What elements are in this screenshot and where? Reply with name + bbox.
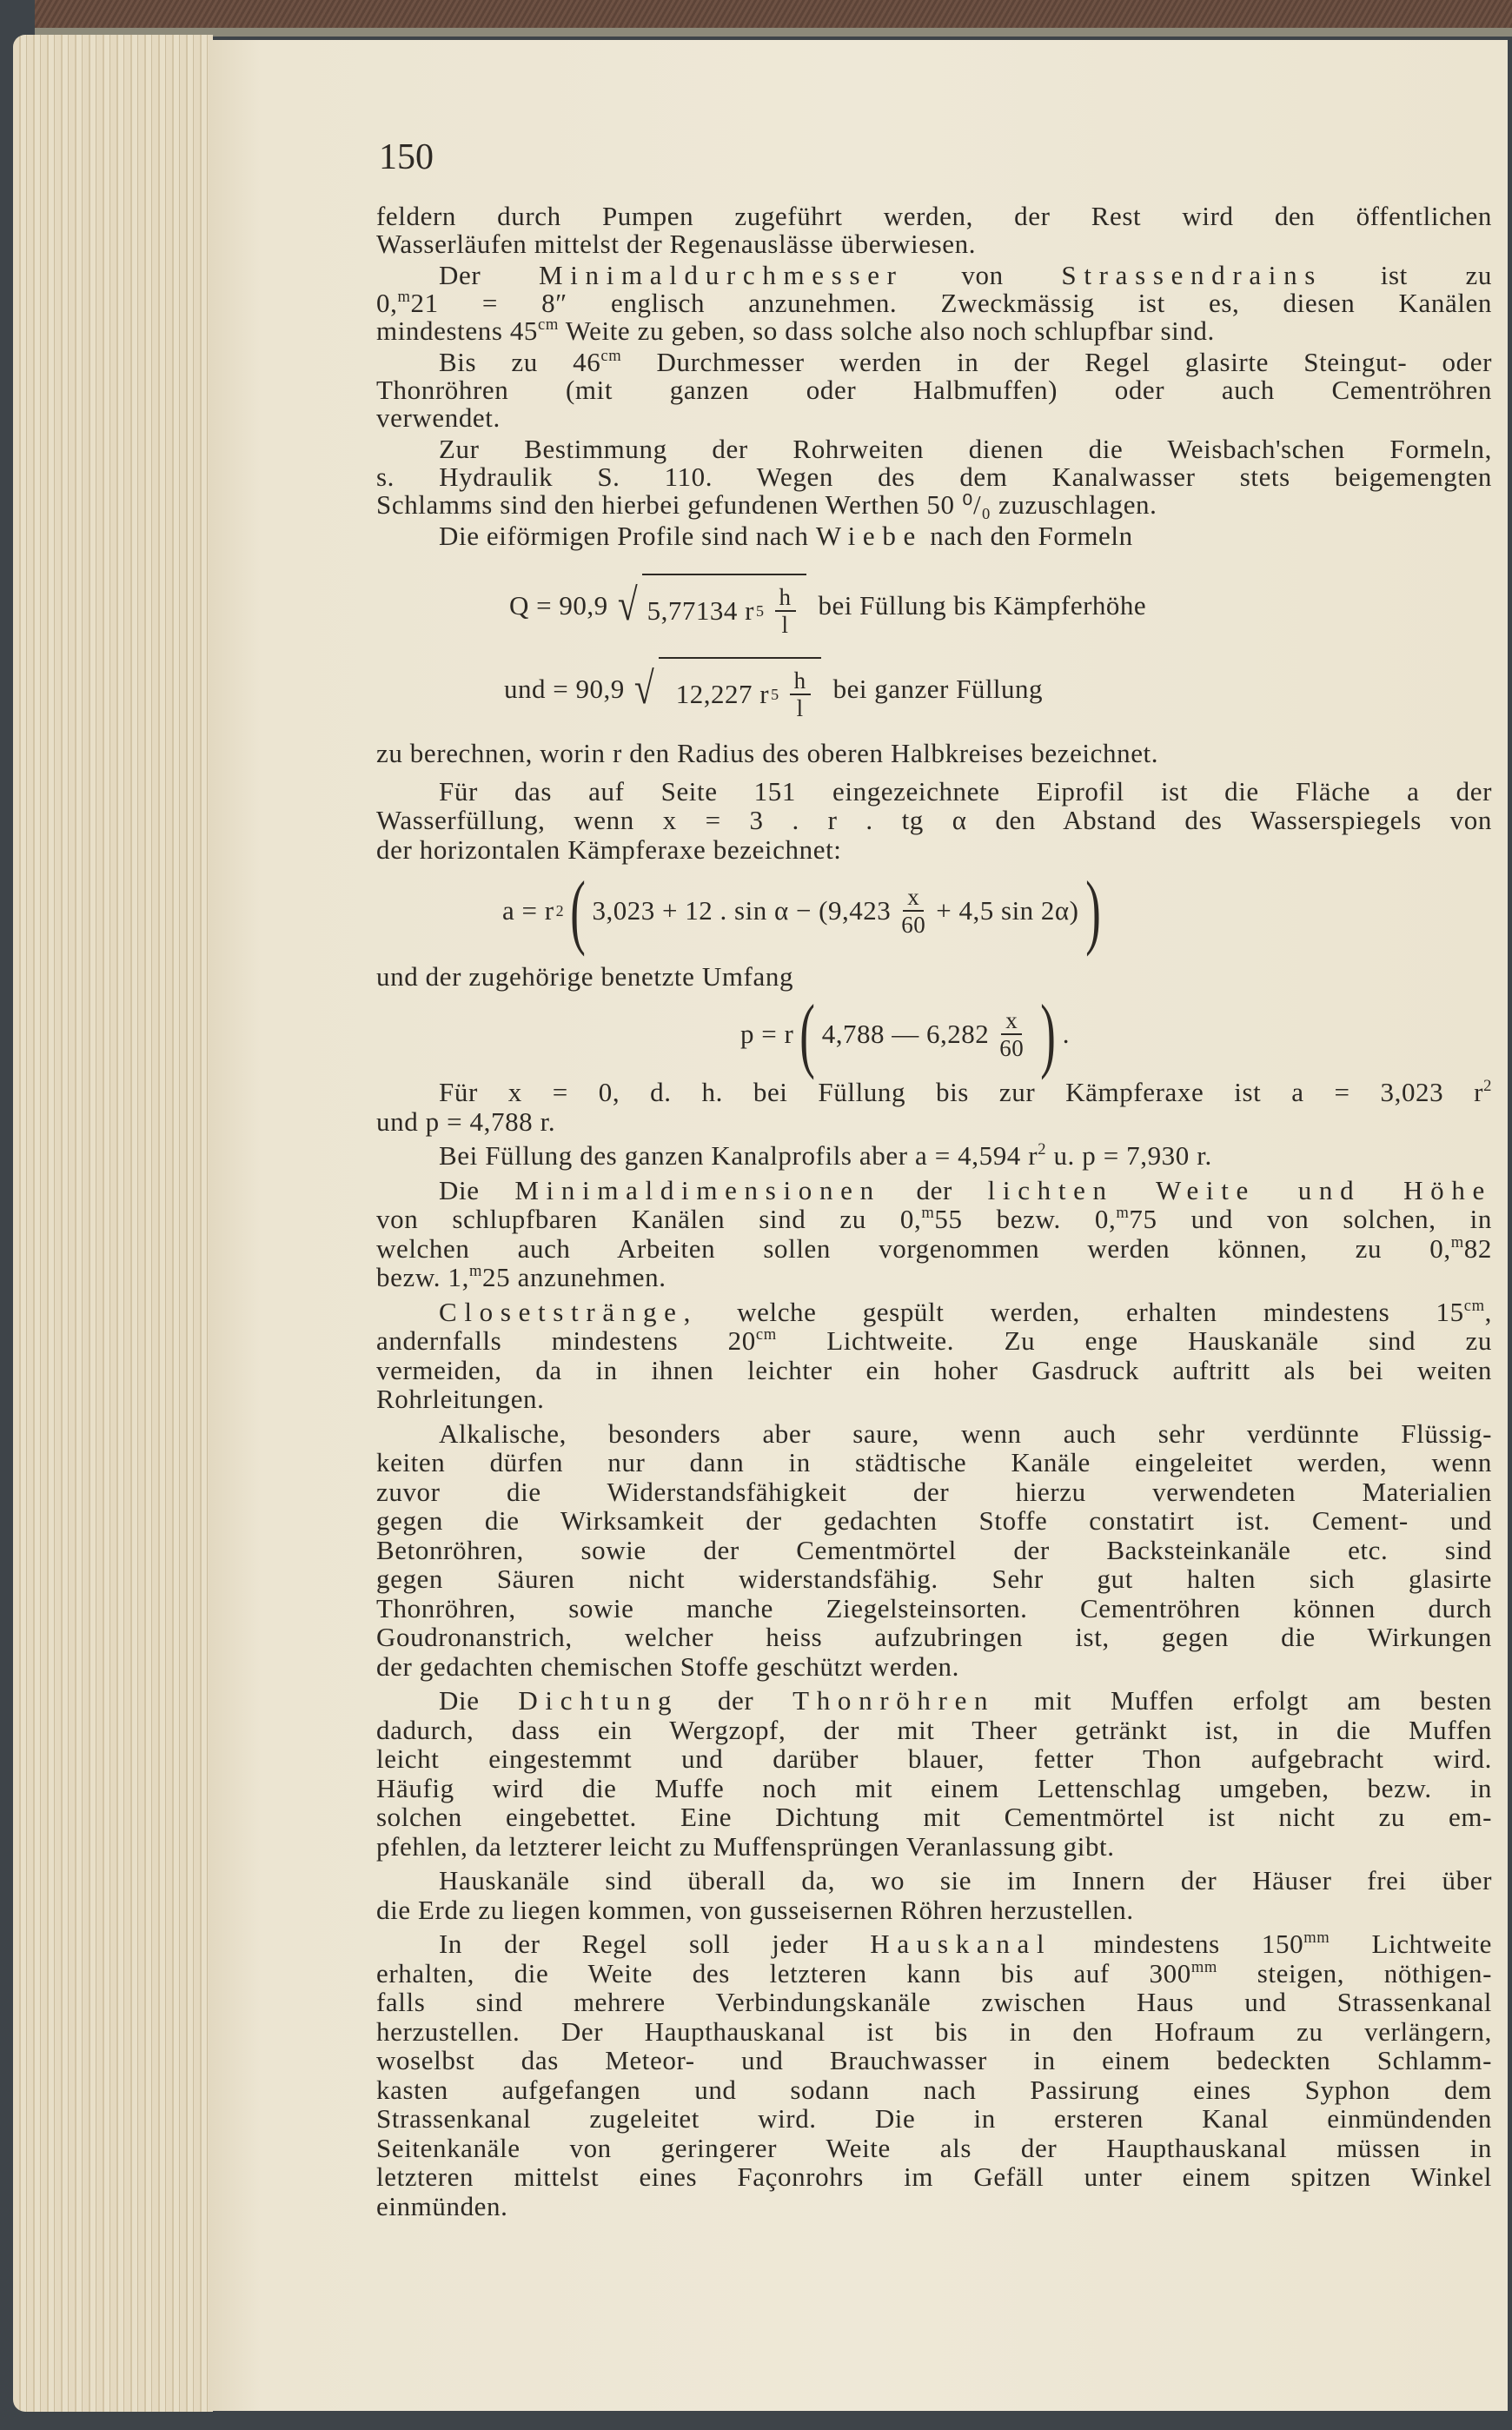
text-segment: Betonröhren, sowie der Cementmörtel der Backsteinkanäle etc. sind xyxy=(376,1534,1492,1565)
text-segment: gegen Säuren nicht widerstandsfähig. Sehr gut halten sich glasirte xyxy=(376,1564,1492,1594)
text-line xyxy=(376,522,1492,550)
text-segment: dadurch, dass ein Wergzopf, der mit Theer getränkt ist, in die Muffen xyxy=(376,1714,1492,1745)
text-segment: und p = 4,788 r. xyxy=(376,1105,556,1137)
text-segment: Für das auf Seite 151 eingezeichnete Eiprofil ist die Fläche a der xyxy=(439,775,1492,807)
text-segment: der xyxy=(880,1174,988,1205)
text-line xyxy=(376,1384,1492,1414)
text-line xyxy=(376,806,1492,835)
text-line xyxy=(376,376,1492,404)
text-segment: der horizontalen Kämpferaxe bezeichnet: xyxy=(376,833,842,865)
fraction xyxy=(790,667,811,721)
numerator: x xyxy=(1001,1007,1022,1035)
formula-perimeter xyxy=(740,987,1070,1080)
text-segment: Seitenkanäle von geringerer Weite als der Haupthauskanal müssen in xyxy=(376,2132,1492,2163)
text-segment: feldern durch Pumpen zugeführt werden, der Rest wird den öffentlichen xyxy=(376,201,1492,231)
text-line xyxy=(376,230,1492,258)
text-line xyxy=(376,1536,1492,1565)
text-line xyxy=(376,202,1492,230)
fraction xyxy=(775,584,796,638)
radicand xyxy=(642,574,806,638)
text-line xyxy=(376,2046,1492,2075)
text-block-eiprofil xyxy=(376,739,1492,864)
numerator: x xyxy=(903,884,924,912)
text-line xyxy=(376,1686,1492,1716)
text-segment: herzustellen. Der Haupthauskanal ist bis in den Hofraum zu verlängern, xyxy=(376,2015,1492,2047)
square-root-sign: √ xyxy=(617,581,638,630)
text-segment: woselbst das Meteor- und Brauchwasser in einem bedeckten Schlamm- xyxy=(376,2045,1492,2075)
text-segment: Häufig wird die Muffe noch mit einem Lettenschlag umgeben, bezw. in xyxy=(376,1772,1492,1803)
text-line xyxy=(376,1263,1492,1292)
text-segment: Bis zu 46 xyxy=(439,347,601,377)
paragraph xyxy=(376,1176,1492,1292)
text-line xyxy=(376,1774,1492,1803)
text-line xyxy=(376,777,1492,807)
superscript-unit: cm xyxy=(755,1325,777,1344)
formula-term: + 4,5 sin 2α) xyxy=(936,895,1079,926)
text-segment: einmünden. xyxy=(376,2190,508,2221)
text-segment: der xyxy=(679,1685,793,1716)
formula-description: bei Füllung bis Kämpferhöhe xyxy=(818,590,1147,621)
text-segment: 25 anzunehmen. xyxy=(482,1262,666,1292)
superscript-unit: m xyxy=(468,1261,483,1280)
paragraph xyxy=(376,739,1492,768)
text-segment: welchen auch Arbeiten sollen vorgenommen werden können, zu 0, xyxy=(376,1232,1451,1264)
text-segment: 82 xyxy=(1463,1232,1492,1264)
text-segment: Lichtweite xyxy=(1330,1929,1492,1959)
text-segment: zuvor die Widerstandsfähigkeit der hierzu verwendeten Materialien xyxy=(376,1476,1492,1507)
text-line xyxy=(376,1929,1492,1959)
fraction xyxy=(901,884,925,938)
text-segment: falls sind mehrere Verbindungskanäle zwischen Haus und Strassenkanal xyxy=(376,1987,1492,2017)
text-segment: mit Muffen erfolgt am besten xyxy=(995,1685,1492,1716)
text-segment: 55 bezw. 0, xyxy=(934,1204,1117,1234)
text-line xyxy=(376,1652,1492,1682)
text-line xyxy=(376,289,1492,317)
formula-end: . xyxy=(1062,1019,1070,1049)
superscript-unit: mm xyxy=(1190,1957,1217,1976)
superscript-unit: 2 xyxy=(1038,1139,1047,1159)
superscript-unit: cm xyxy=(1463,1296,1485,1315)
denominator: 60 xyxy=(999,1035,1025,1061)
text-line xyxy=(376,346,1493,377)
text-segment: verwendet. xyxy=(376,402,501,433)
paragraph xyxy=(376,777,1492,865)
text-line xyxy=(376,1298,1492,1327)
text-segment: von xyxy=(903,260,1062,290)
paragraph xyxy=(376,1078,1492,1136)
text-segment: vermeiden, da in ihnen leichter ein hoher Gasdruck auftritt als bei weiten xyxy=(376,1354,1492,1385)
text-line xyxy=(376,1176,1492,1205)
text-segment: solchen eingebettet. Eine Dichtung mit Cementmörtel ist nicht zu em- xyxy=(376,1802,1492,1832)
text-line xyxy=(376,1623,1492,1652)
radicand-base: 5,77134 r xyxy=(647,595,754,626)
text-line xyxy=(376,2134,1492,2163)
text-line xyxy=(376,1356,1492,1385)
text-segment: zu berechnen, worin r den Radius des oberen Halbkreises bezeichnet. xyxy=(376,738,1159,768)
spaced-emphasis: Strassendrains xyxy=(1061,260,1323,290)
text-block-intro xyxy=(376,202,1492,550)
text-segment: Die xyxy=(439,1685,519,1716)
text-segment: Wasserfüllung, wenn x = 3 . r . tg α den Abstand des Wasserspiegels von xyxy=(376,805,1492,835)
book-page-edges xyxy=(13,35,213,2412)
text-segment: nach den Formeln xyxy=(922,521,1133,551)
text-segment: Strassenkanal zugeleitet wird. Die in ersteren Kanal einmündenden xyxy=(376,2103,1492,2134)
text-segment: andernfalls mindestens 20 xyxy=(376,1325,756,1356)
text-line xyxy=(376,2075,1492,2105)
text-line xyxy=(376,1959,1492,1988)
text-segment: In der Regel soll jeder xyxy=(439,1929,871,1959)
text-segment: Thonröhren (mit ganzen oder Halbmuffen) oder auch Cementröhren xyxy=(376,375,1492,405)
paragraph xyxy=(376,1686,1492,1861)
text-line xyxy=(376,1744,1492,1774)
text-segment: u. p = 7,930 r. xyxy=(1046,1140,1212,1171)
text-line xyxy=(376,1988,1492,2017)
left-paren: ( xyxy=(570,864,587,957)
text-segment: Alkalische, besonders aber saure, wenn auch sehr verdünnte Flüssig- xyxy=(439,1418,1492,1449)
text-line xyxy=(376,2104,1492,2134)
page-number: 150 xyxy=(379,137,434,177)
numerator: h xyxy=(775,584,796,612)
text-segment: kasten aufgefangen und sodann nach Passirung eines Syphon dem xyxy=(376,2074,1492,2105)
spaced-emphasis: Thonröhren xyxy=(792,1685,996,1716)
spaced-emphasis: lichten Weite und Höhe xyxy=(987,1174,1492,1205)
formula-description: bei ganzer Füllung xyxy=(832,674,1044,704)
text-segment: die Erde zu liegen kommen, von gusseisernen Röhren herzustellen. xyxy=(376,1894,1134,1925)
formula-q xyxy=(509,574,1146,638)
text-line xyxy=(376,739,1492,768)
text-segment: steigen, nöthigen- xyxy=(1217,1957,1492,1988)
spaced-emphasis: Minimaldurchmesser xyxy=(539,260,904,290)
text-line xyxy=(376,435,1492,463)
text-segment: ist zu xyxy=(1323,260,1493,290)
text-line xyxy=(376,1326,1492,1356)
text-segment: Schlamms sind den hierbei gefundenen Werthen 50 ⁰/₀ zuzuschlagen. xyxy=(376,489,1157,520)
text-line xyxy=(376,1419,1492,1449)
formula-term: 3,023 + 12 . sin α − (9,423 xyxy=(592,895,892,926)
text-segment: 75 und von solchen, in xyxy=(1129,1204,1492,1234)
superscript-unit: cm xyxy=(538,315,559,334)
text-block-main xyxy=(376,1078,1492,2221)
text-segment: Goudronanstrich, welcher heiss aufzubringen ist, gegen die Wirkungen xyxy=(376,1622,1492,1652)
text-line xyxy=(376,1594,1492,1623)
denominator: l xyxy=(796,695,804,721)
formula-lhs: Q = 90,9 xyxy=(509,590,608,621)
denominator: 60 xyxy=(901,912,926,938)
exponent: 5 xyxy=(756,601,765,620)
text-segment: Der xyxy=(439,260,539,290)
text-line xyxy=(376,1205,1492,1234)
text-line xyxy=(376,317,1492,345)
umfang-text: und der zugehörige benetzte Umfang xyxy=(376,961,794,992)
superscript-unit: m xyxy=(397,287,411,306)
text-line xyxy=(376,1078,1492,1107)
numerator: h xyxy=(790,667,811,695)
text-segment: von schlupfbaren Kanälen sind zu 0, xyxy=(376,1204,922,1234)
paragraph xyxy=(376,262,1492,345)
formula-term: 4,788 — 6,282 xyxy=(821,1019,990,1049)
text-segment: s. Hydraulik S. 110. Wegen des dem Kanalwasser stets beigemengten xyxy=(376,461,1492,492)
text-segment: letzteren mittelst eines Façonrohrs im Gefäll unter einem spitzen Winkel xyxy=(376,2161,1492,2192)
formula-und xyxy=(504,657,1043,721)
right-paren: ) xyxy=(1084,864,1101,957)
paragraph xyxy=(376,1298,1492,1414)
text-line xyxy=(376,1141,1492,1171)
paragraph xyxy=(376,522,1492,550)
text-segment: Lichtweite. Zu enge Hauskanäle sind zu xyxy=(776,1325,1492,1356)
text-segment: Weite zu geben, so dass solche also noch schlupfbar sind. xyxy=(558,315,1215,346)
text-line xyxy=(376,1448,1492,1477)
text-line xyxy=(376,463,1492,491)
text-line xyxy=(376,491,1492,519)
text-line xyxy=(376,1896,1492,1925)
text-segment: Durchmesser werden in der Regel glasirte Steingut- oder xyxy=(621,347,1493,377)
spaced-emphasis: Hauskanal xyxy=(870,1929,1052,1959)
superscript-unit: m xyxy=(921,1203,935,1222)
text-line xyxy=(376,1832,1492,1862)
text-line xyxy=(376,1506,1492,1536)
square-root-sign: √ xyxy=(633,664,654,714)
text-line xyxy=(376,1564,1492,1594)
text-segment: Thonröhren, sowie manche Ziegelsteinsorten. Cementröhren können durch xyxy=(376,1592,1492,1623)
text-segment: Hauskanäle sind überall da, wo sie im Innern der Häuser frei über xyxy=(439,1865,1492,1896)
formula-lhs: a = r xyxy=(502,895,554,926)
formula-lhs: und = 90,9 xyxy=(504,674,625,704)
text-segment: Die xyxy=(439,1174,515,1205)
paragraph xyxy=(376,346,1493,433)
book-top-edge xyxy=(35,0,1512,37)
text-line xyxy=(376,2017,1492,2047)
right-paren: ) xyxy=(1040,987,1057,1080)
superscript-unit: m xyxy=(1116,1203,1130,1222)
text-line xyxy=(376,835,1492,865)
text-segment: , welche gespült werden, erhalten mindestens 15 xyxy=(683,1296,1464,1327)
paragraph xyxy=(376,202,1492,258)
text-segment: pfehlen, da letzterer leicht zu Muffensprüngen Veranlassung gibt. xyxy=(376,1830,1115,1862)
spaced-emphasis: Closetstränge xyxy=(439,1296,684,1327)
exponent: 5 xyxy=(771,685,779,703)
text-line xyxy=(376,2162,1492,2192)
spaced-emphasis: Dichtung xyxy=(518,1685,680,1716)
text-line xyxy=(376,1866,1492,1896)
text-segment: Wasserläufen mittelst der Regenauslässe überwiesen. xyxy=(376,229,977,259)
text-segment: 21 = 8″ englisch anzunehmen. Zweckmässig ist es, diesen Kanälen xyxy=(410,288,1492,318)
radicand-base: 12,227 r xyxy=(675,679,770,709)
formula-lhs: p = r xyxy=(740,1019,794,1049)
superscript-unit: mm xyxy=(1303,1928,1330,1947)
paragraph xyxy=(376,435,1492,519)
text-segment: , xyxy=(1484,1296,1492,1327)
text-segment: erhalten, die Weite des letzteren kann bis auf 300 xyxy=(376,1957,1191,1988)
text-segment: Zur Bestimmung der Rohrweiten dienen die Weisbach'schen Formeln, xyxy=(439,434,1492,464)
text-segment: keiten dürfen nur dann in städtische Kanäle eingeleitet werden, wenn xyxy=(376,1447,1492,1477)
superscript-unit: m xyxy=(1450,1232,1464,1252)
text-line xyxy=(376,262,1492,289)
text-segment: Für x = 0, d. h. bei Füllung bis zur Kämpferaxe ist a = 3,023 r xyxy=(439,1077,1484,1107)
radicand xyxy=(659,657,821,721)
superscript-unit: 2 xyxy=(1483,1076,1492,1095)
spaced-emphasis: Wiebe xyxy=(815,521,923,551)
text-segment: mindestens 150 xyxy=(1051,1929,1304,1959)
text-segment: leicht eingestemmt und darüber blauer, fetter Thon aufgebracht wird. xyxy=(376,1743,1492,1774)
text-line xyxy=(376,1234,1492,1264)
formula-area xyxy=(502,864,1107,957)
text-segment: mindestens 45 xyxy=(376,315,539,346)
text-line xyxy=(376,1107,1492,1137)
text-segment: gegen die Wirksamkeit der gedachten Stoffe constatirt ist. Cement- und xyxy=(376,1505,1492,1536)
text-segment: 0, xyxy=(376,288,398,318)
text-line xyxy=(376,1477,1492,1507)
superscript-unit: cm xyxy=(600,346,622,365)
text-segment: Bei Füllung des ganzen Kanalprofils aber a = 4,594 r xyxy=(439,1140,1038,1171)
text-line xyxy=(376,1716,1492,1745)
paragraph xyxy=(376,1866,1492,1924)
left-paren: ( xyxy=(799,987,816,1080)
paragraph xyxy=(376,1419,1492,1682)
paragraph xyxy=(376,1141,1492,1171)
denominator: l xyxy=(781,612,789,638)
text-line xyxy=(376,1803,1492,1832)
paragraph xyxy=(376,1929,1492,2221)
text-line xyxy=(376,2192,1492,2221)
text-segment: Die eiförmigen Profile sind nach xyxy=(439,521,816,551)
exponent: 2 xyxy=(555,901,565,920)
text-segment: bezw. 1, xyxy=(376,1262,469,1292)
text-segment: der gedachten chemischen Stoffe geschützt werden. xyxy=(376,1650,959,1682)
spaced-emphasis: Minimaldimensionen xyxy=(514,1174,881,1205)
text-line xyxy=(376,404,1492,432)
text-segment: Rohrleitungen. xyxy=(376,1384,545,1414)
fraction xyxy=(999,1007,1024,1061)
